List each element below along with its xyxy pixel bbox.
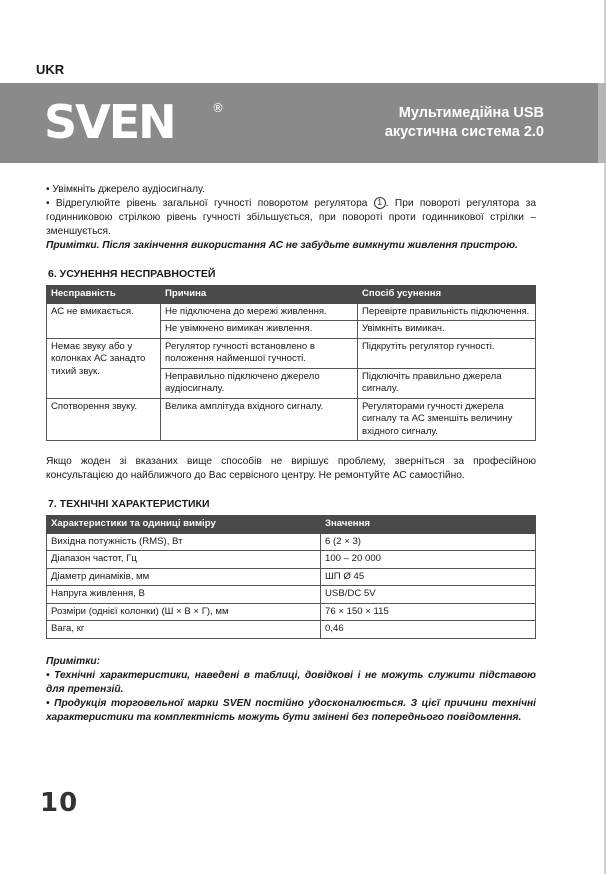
product-title — [385, 104, 544, 142]
intro-bullet-2-end: . При повороті регулятора за годинниковою стрілкою рівень гучності збільшується, при повороті проти годинникової стрілки – зменшується. — [46, 198, 536, 237]
table-header-row — [47, 286, 536, 304]
column-header: Несправність — [47, 286, 161, 304]
spec-name: Напруга живлення, В — [47, 586, 321, 604]
notes-title: Примітки: — [46, 655, 100, 667]
table-cell: Велика амплітуда вхідного сигналу. — [161, 398, 358, 441]
table-cell: Не підключена до мережі живлення. — [161, 303, 358, 321]
spec-name: Діаметр динаміків, мм — [47, 568, 321, 586]
spec-name: Діапазон частот, Гц — [47, 551, 321, 569]
page-number: 10 — [40, 788, 79, 818]
table-row — [47, 621, 536, 639]
intro-bullet-1: • Увімкніть джерело аудіосигналу. — [46, 184, 205, 195]
note-1: • Технічні характеристики, наведені в таблиці, довідкові і не можуть служити підставою для претензій. — [46, 669, 536, 695]
main-content — [46, 183, 536, 725]
table-cell: Неправильно підключено джерело аудіосигналу. — [161, 368, 358, 398]
spec-value: 100 – 20 000 — [321, 551, 536, 569]
column-header: Значення — [321, 516, 536, 534]
table-row — [47, 586, 536, 604]
table-row — [47, 551, 536, 569]
intro-bullet-2-start: • Відрегулюйте рівень загальної гучності поворотом регулятора — [46, 198, 368, 209]
spec-value: ШП Ø 45 — [321, 568, 536, 586]
column-header: Спосіб усунення — [358, 286, 536, 304]
table-row — [47, 338, 536, 368]
specs-title: 7. ТЕХНІЧНІ ХАРАКТЕРИСТИКИ — [48, 498, 210, 510]
intro-note: Примітки. Після закінчення використання АС не забудьте вимкнути живлення пристрою. — [46, 240, 518, 251]
column-header: Характеристики та одиниці виміру — [47, 516, 321, 534]
table-cell: Увімкніть вимикач. — [358, 321, 536, 339]
intro-bullet-2 — [46, 197, 536, 239]
logo-text: SVEN — [44, 100, 175, 144]
column-header: Причина — [161, 286, 358, 304]
language-code: UKR — [36, 62, 65, 77]
spec-name: Вихідна потужність (RMS), Вт — [47, 533, 321, 551]
spec-value: 76 × 150 × 115 — [321, 603, 536, 621]
table-cell: Немає звуку або у колонках АС занадто тихий звук. — [47, 338, 161, 398]
table-cell: Перевірте правильність підключення. — [358, 303, 536, 321]
table-cell: Підключіть правильно джерела сигналу. — [358, 368, 536, 398]
troubleshooting-table — [46, 285, 536, 441]
spec-name: Вага, кг — [47, 621, 321, 639]
table-row — [47, 303, 536, 321]
table-cell: Спотворення звуку. — [47, 398, 161, 441]
spec-name: Розміри (однієї колонки) (Ш × В × Г), мм — [47, 603, 321, 621]
spec-value: USB/DC 5V — [321, 586, 536, 604]
service-help-text: Якщо жоден зі вказаних вище способів не вирішує проблему, зверніться за професійною консультацією до найближчого до Вас сервісного центру. Не ремонтуйте АС самостійно. — [46, 456, 536, 481]
table-row — [47, 603, 536, 621]
table-cell: Регулятор гучності встановлено в положення найменшої гучності. — [161, 338, 358, 368]
table-header-row — [47, 516, 536, 534]
troubleshooting-title: 6. УСУНЕННЯ НЕСПРАВНОСТЕЙ — [48, 268, 216, 280]
registered-mark: ® — [212, 101, 224, 115]
table-row — [47, 398, 536, 441]
table-cell: АС не вмикається. — [47, 303, 161, 338]
knob-reference-icon: 1 — [374, 197, 386, 209]
specs-table — [46, 515, 536, 639]
table-row — [47, 568, 536, 586]
table-row — [47, 533, 536, 551]
table-cell: Регуляторами гучності джерела сигналу та АС зменшіть величину вхідного сигналу. — [358, 398, 536, 441]
header-banner-edge — [598, 83, 606, 163]
sven-logo — [44, 100, 224, 149]
spec-value: 6 (2 × 3) — [321, 533, 536, 551]
table-cell: Не увімкнено вимикач живлення. — [161, 321, 358, 339]
product-title-line2: акустична система 2.0 — [384, 124, 544, 140]
notes-section — [46, 655, 536, 725]
product-title-line1: Мультимедійна USB — [398, 105, 544, 121]
table-cell: Підкрутіть регулятор гучності. — [358, 338, 536, 368]
spec-value: 0,46 — [321, 621, 536, 639]
note-2: • Продукція торговельної марки SVEN постійно удосконалюється. З цієї причини технічні характеристики та комплектність можуть бути змінені без попереднього повідомлення. — [46, 697, 536, 723]
